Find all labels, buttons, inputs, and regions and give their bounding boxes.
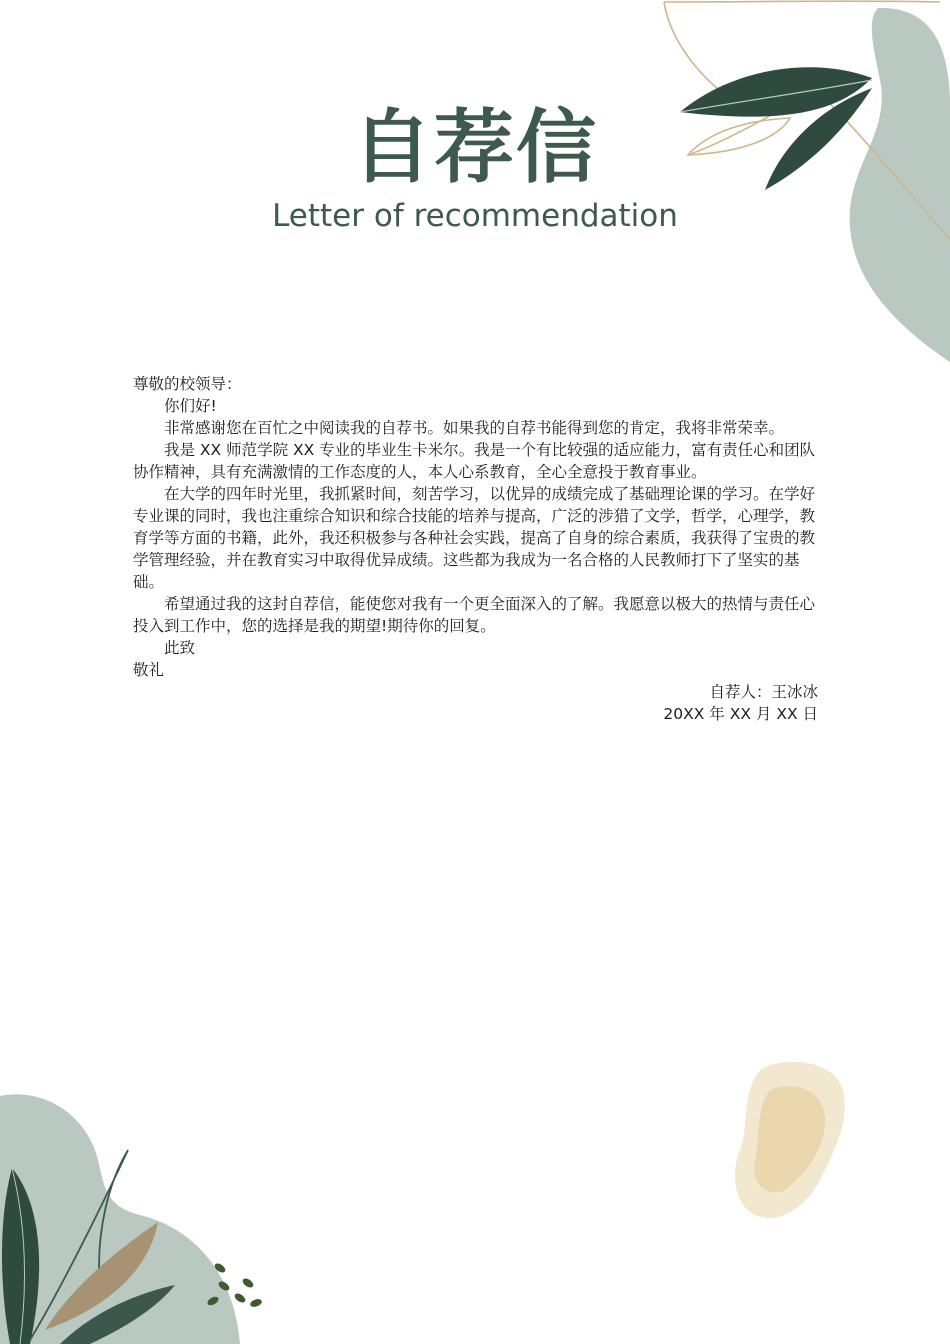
page-subtitle: Letter of recommendation <box>272 198 678 234</box>
bottom-left-leaf-decoration <box>0 1090 280 1344</box>
signature: 自荐人：王冰冰 <box>709 683 818 701</box>
letter-body <box>133 373 818 725</box>
salutation: 尊敬的校领导： <box>133 375 242 393</box>
paragraph: 在大学的四年时光里，我抓紧时间，刻苦学习，以优异的成绩完成了基础理论课的学习。在学好专业课的同时，我也注重综合知识和综合技能的培养与提高，广泛的涉猎了文学，哲学，心理学，教育学等方面的书籍，此外，我还积极参与各种社会实践，提高了自身的综合素质，我获得了宝贵的教学管理经验，并在教育实习中取得优异成绩。这些都为我成为一名合格的人民教师打下了坚实的基础。 <box>133 485 816 591</box>
beige-brush-decoration <box>725 1050 855 1230</box>
closing-line: 此致 <box>164 639 196 657</box>
closing-regards: 敬礼 <box>133 661 165 679</box>
date: 20XX 年 XX 月 XX 日 <box>663 705 818 723</box>
paragraph: 希望通过我的这封自荐信，能使您对我有一个更全面深入的了解。我愿意以极大的热情与责任心投入到工作中，您的选择是我的期望!期待你的回复。 <box>133 595 816 635</box>
paragraph: 我是 XX 师范学院 XX 专业的毕业生卡米尔。我是一个有比较强的适应能力，富有责任心和团队协作精神，具有充满激情的工作态度的人，本人心系教育，全心全意投于教育事业。 <box>133 441 816 481</box>
dot-shape <box>241 1277 255 1290</box>
page-title: 自荐信 <box>352 101 598 194</box>
greeting: 你们好! <box>164 397 217 415</box>
paragraph: 非常感谢您在百忙之中阅读我的自荐书。如果我的自荐书能得到您的肯定，我将非常荣幸。 <box>164 419 785 437</box>
dot-shape <box>233 1292 247 1305</box>
gold-line-top <box>664 1 940 2</box>
dot-shape <box>249 1298 263 1309</box>
